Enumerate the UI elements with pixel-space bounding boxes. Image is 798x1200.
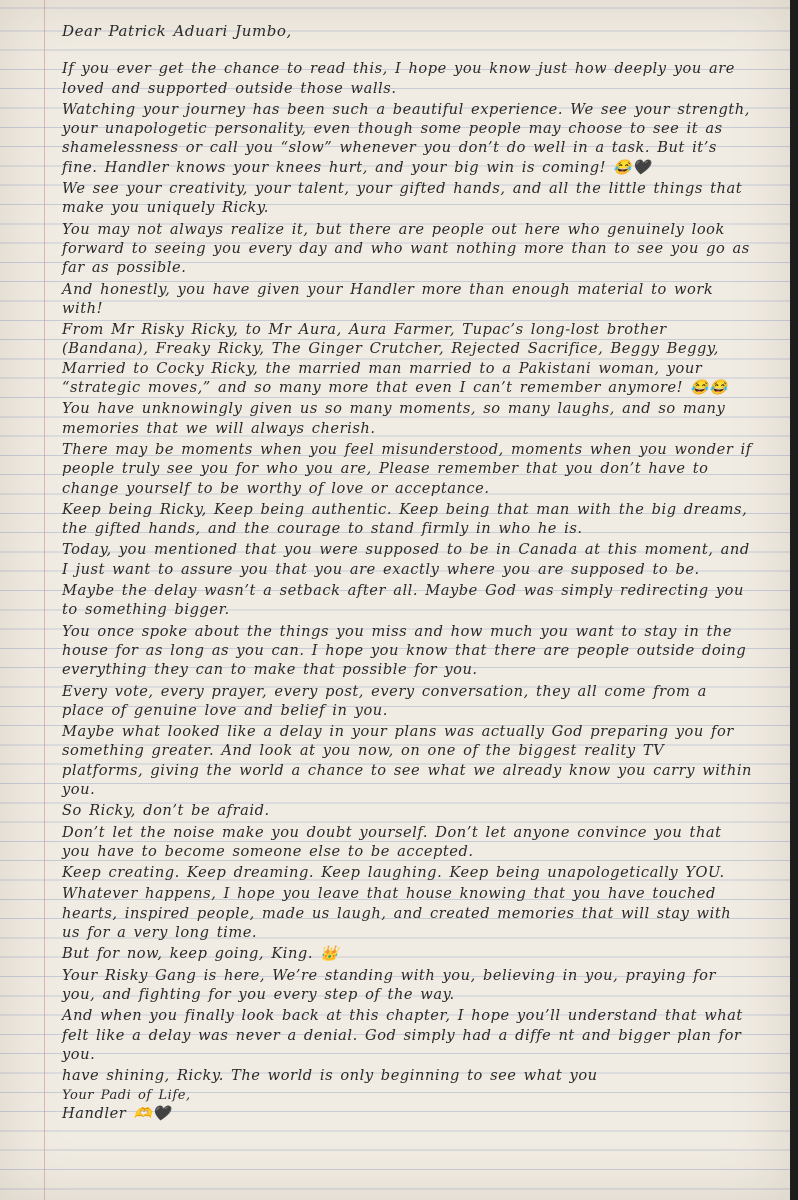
letter-paragraph: Don’t let the noise make you doubt yourself. Don’t let anyone convince you that you have to become someone else to be accepted.: [62, 823, 722, 860]
letter-paragraph: Keep being Ricky, Keep being authentic. Keep being that man with the big dreams, the gifted hands, and the courage to stand firmly in who he is.: [62, 500, 748, 538]
letter-signature: Handler 🫶🖤: [62, 1105, 171, 1123]
letter-paragraph: We see your creativity, your talent, your gifted hands, and all the little things that make you uniquely Ricky.: [62, 180, 743, 217]
page-edge: [790, 0, 798, 1200]
letter-paragraph: Your Risky Gang is here, We’re standing with you, believing in you, praying for you, and fighting for you every step of the way.: [62, 966, 717, 1003]
letter-paragraph: So Ricky, don’t be afraid.: [62, 802, 270, 820]
letter-paragraph: There may be moments when you feel misunderstood, moments when you wonder if people truly see you for who you are, Please remember that you don’t have to change yourself to be worthy of love or acceptance.: [62, 440, 752, 497]
letter-paragraph: You once spoke about the things you miss and how much you want to stay in the house for as long as you can. I hope you know that there are people outside doing everything they can to make that possible for you.: [62, 622, 747, 679]
letter-paragraph: You may not always realize it, but there are people out here who genuinely look forward to seeing you every day and who want nothing more than to see you go as far as possible.: [62, 220, 750, 277]
letter-paragraph: have shining, Ricky. The world is only beginning to see what you: [62, 1067, 598, 1085]
letter-greeting: Dear Patrick Aduari Jumbo,: [62, 22, 292, 40]
letter-paragraph: Whatever happens, I hope you leave that house knowing that you have touched hearts, inspired people, made us laugh, and created memories that will stay with us for a very long time.: [62, 885, 732, 942]
letter-paragraph: Watching your journey has been such a beautiful experience. We see your strength, your unapologetic personality, even though some people may choose to see it as shamelessness or call you “slow” whenever you don’t do well in a task. But it’s fine. Handler knows your knees hurt, and your big win is coming! 😂🖤: [62, 100, 750, 176]
letter-paragraph: From Mr Risky Ricky, to Mr Aura, Aura Farmer, Tupac’s long-lost brother (Bandana), Freaky Ricky, The Ginger Crutcher, Rejected Sacrifice, Beggy Beggy, Married to Cocky Ricky, the married man married to a Pakistani woman, your “strategic moves,” and so many more that even I can’t remember anymore! 😂😂: [62, 321, 728, 397]
letter-paragraph: Maybe the delay wasn’t a setback after all. Maybe God was simply redirecting you to something bigger.: [62, 582, 744, 619]
letter-paragraph: Today, you mentioned that you were supposed to be in Canada at this moment, and I just want to assure you that you are exactly where you are supposed to be.: [62, 541, 750, 578]
letter-paragraph: But for now, keep going, King. 👑: [62, 945, 339, 963]
letter-paragraph: And when you finally look back at this chapter, I hope you’ll understand that what felt like a delay was never a denial. God simply had a diffe nt and bigger plan for you.: [62, 1007, 743, 1063]
letter-paragraph: Maybe what looked like a delay in your plans was actually God preparing you for something greater. And look at you now, on one of the biggest reality TV platforms, giving the world a chance to see what we already know you carry within you.: [62, 723, 752, 798]
letter-signoff: Your Padi of Life,: [62, 1088, 191, 1104]
letter-body: [62, 22, 752, 1124]
letter-paragraph: You have unknowingly given us so many moments, so many laughs, and so many memories that we will always cherish.: [62, 400, 726, 437]
letter-paragraph: Keep creating. Keep dreaming. Keep laughing. Keep being unapologetically YOU.: [62, 864, 725, 882]
letter-paragraph: And honestly, you have given your Handler more than enough material to work with!: [62, 280, 714, 317]
margin-line: [44, 0, 45, 1200]
letter-paragraph: Every vote, every prayer, every post, every conversation, they all come from a place of genuine love and belief in you.: [62, 682, 707, 719]
letter-paragraph: If you ever get the chance to read this, I hope you know just how deeply you are loved and supported outside those walls.: [62, 60, 735, 97]
